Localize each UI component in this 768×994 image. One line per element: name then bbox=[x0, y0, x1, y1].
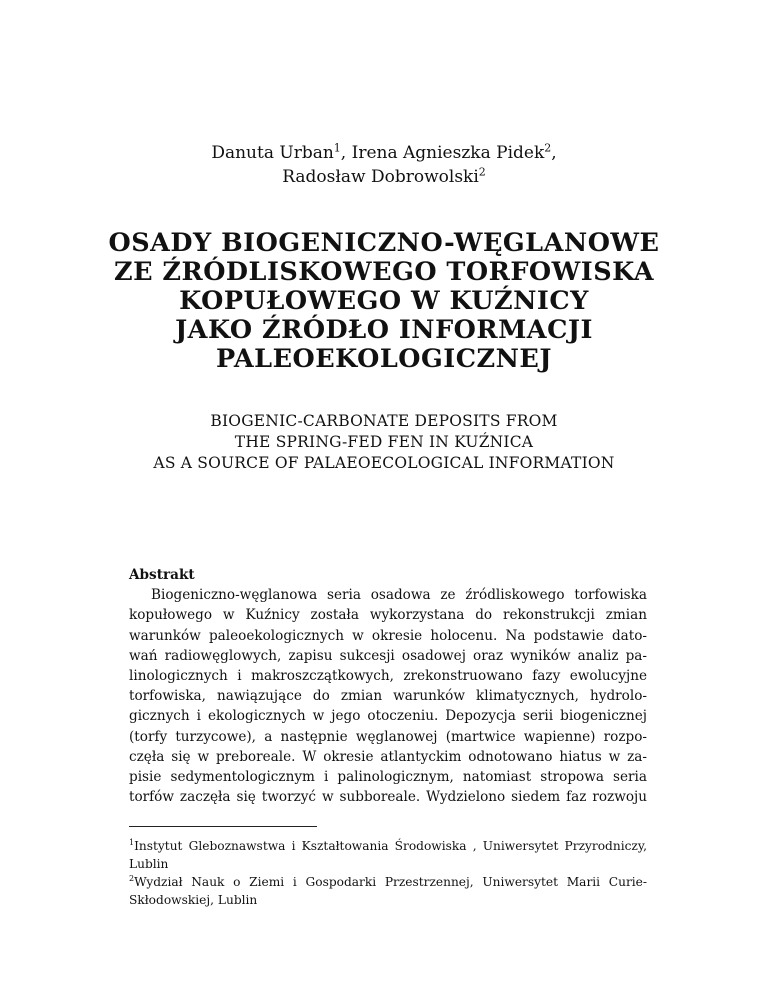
author-separator: , bbox=[340, 143, 352, 163]
author-list bbox=[0, 141, 768, 189]
footnote-ref: 2 bbox=[129, 873, 135, 883]
abstract-line: częła się w preboreale. W okresie atlantyckim odnotowano hiatus w za- bbox=[129, 748, 647, 765]
abstract-line: Biogeniczno-węglanowa seria osadowa ze źródliskowego torfowiska bbox=[151, 587, 647, 604]
abstract-line: torfowiska, nawiązujące do zmian warunków klimatycznych, hydrolo- bbox=[129, 688, 647, 705]
title-line: OSADY BIOGENICZNO-WĘGLANOWE bbox=[108, 228, 660, 258]
footnote-text: Wydział Nauk o Ziemi i Gospodarki Przestrzennej, Uniwersytet Marii Curie- bbox=[134, 875, 647, 889]
footnote bbox=[129, 873, 647, 909]
subtitle-line: AS A SOURCE OF PALAEOECOLOGICAL INFORMATION bbox=[153, 454, 615, 472]
footnote-line: Lublin bbox=[129, 857, 169, 871]
footnote-text: Instytut Gleboznawstwa i Kształtowania Środowiska , Uniwersytet Przyrodniczy, bbox=[134, 839, 647, 853]
abstract-line: kopułowego w Kuźnicy została wykorzystana do rekonstrukcji zmian bbox=[129, 607, 647, 624]
title-line: PALEOEKOLOGICZNEJ bbox=[216, 344, 552, 374]
footnote-ref: 1 bbox=[129, 837, 135, 847]
author-line bbox=[0, 165, 768, 189]
author-name: Radosław Dobrowolski bbox=[282, 167, 479, 187]
author-line bbox=[0, 141, 768, 165]
abstract-line: wań radiowęglowych, zapisu sukcesji osadowej oraz wyników analiz pa- bbox=[129, 647, 647, 664]
paper-title bbox=[60, 229, 708, 374]
footnotes bbox=[129, 837, 647, 909]
title-line: KOPUŁOWEGO W KUŹNICY bbox=[179, 286, 589, 316]
abstract-line: gicznych i ekologicznych w jego otoczeniu. Depozycja serii biogenicznej bbox=[129, 708, 647, 725]
footnote-line bbox=[129, 873, 647, 891]
affiliation-ref: 2 bbox=[544, 141, 552, 155]
english-title bbox=[40, 411, 728, 474]
abstract-line: pisie sedymentologicznym i palinologicznym, natomiast stropowa seria bbox=[129, 769, 647, 786]
author-separator: , bbox=[551, 143, 557, 163]
abstract-section bbox=[129, 565, 647, 807]
footnote-divider bbox=[129, 826, 317, 827]
abstract-line: linologicznych i makroszczątkowych, zrekonstruowano fazy ewolucyjne bbox=[129, 668, 647, 685]
subtitle-line: BIOGENIC-CARBONATE DEPOSITS FROM bbox=[210, 412, 558, 430]
title-line: JAKO ŹRÓDŁO INFORMACJI bbox=[175, 315, 593, 345]
title-line: ZE ŹRÓDLISKOWEGO TORFOWISKA bbox=[113, 257, 655, 287]
affiliation-ref: 1 bbox=[333, 141, 341, 155]
abstract-line: torfów zaczęła się tworzyć w subboreale. Wydzielono siedem faz rozwoju bbox=[129, 789, 647, 806]
footnote-line: Skłodowskiej, Lublin bbox=[129, 893, 258, 907]
abstract-line: (torfy turzycowe), a następnie węglanowej (martwice wapienne) rozpo- bbox=[129, 728, 647, 745]
abstract-heading: Abstrakt bbox=[129, 567, 195, 583]
author-name: Danuta Urban bbox=[211, 143, 334, 163]
footnote-line bbox=[129, 837, 647, 855]
abstract-line: warunków paleoekologicznych w okresie holocenu. Na podstawie dato- bbox=[129, 627, 647, 644]
footnote bbox=[129, 837, 647, 873]
affiliation-ref: 2 bbox=[478, 165, 486, 179]
author-name: Irena Agnieszka Pidek bbox=[351, 143, 545, 163]
subtitle-line: THE SPRING-FED FEN IN KUŹNICA bbox=[234, 433, 534, 451]
